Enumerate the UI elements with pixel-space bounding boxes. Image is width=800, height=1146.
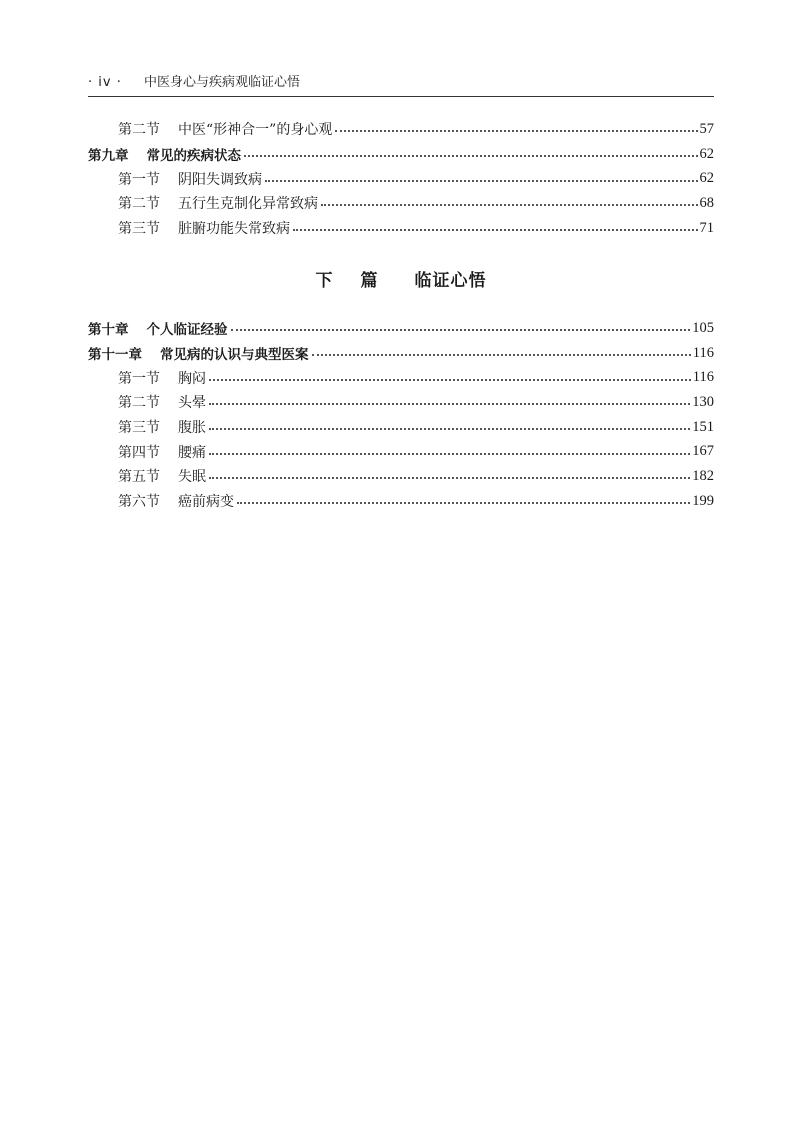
toc-entry-label: 第九章 <box>88 148 129 165</box>
toc-entry-page: 62 <box>699 170 714 187</box>
toc-entry-label: 第二节 <box>118 122 160 139</box>
toc-upper-list <box>88 117 714 240</box>
toc-entry-title: 脏腑功能失常致病 <box>178 221 290 238</box>
toc-entry-label: 第四节 <box>118 444 160 461</box>
dot-leader <box>321 204 698 206</box>
toc-section-entry[interactable] <box>88 117 714 142</box>
dot-leader <box>237 502 690 504</box>
toc-entry-page: 130 <box>692 393 714 410</box>
toc-entry-title: 癌前病变 <box>178 494 234 511</box>
toc-entry-page: 57 <box>699 120 714 137</box>
toc-entry-page: 105 <box>692 319 714 336</box>
toc-section-entry[interactable] <box>88 390 714 415</box>
toc-entry-title: 中医“形神合一”的身心观 <box>178 122 333 139</box>
running-header <box>88 74 714 97</box>
toc-entry-title: 失眠 <box>178 469 206 486</box>
toc-entry-page: 167 <box>692 443 714 460</box>
toc-entry-title: 个人临证经验 <box>146 322 228 339</box>
toc-entry-title: 头晕 <box>178 395 206 412</box>
page-number: · iv · <box>88 75 122 90</box>
toc-entry-title: 胸闷 <box>178 370 206 387</box>
toc-entry-page: 116 <box>692 369 714 386</box>
toc-entry-title: 腹胀 <box>178 420 206 437</box>
dot-leader <box>209 379 691 381</box>
toc-section-entry[interactable] <box>88 439 714 464</box>
toc-entry-label: 第十一章 <box>88 347 142 364</box>
toc-entry-page: 62 <box>699 145 714 162</box>
toc-lower-list <box>88 316 714 514</box>
toc-chapter-entry[interactable] <box>88 316 714 341</box>
dot-leader <box>293 229 698 231</box>
toc-entry-label: 第三节 <box>118 221 160 238</box>
toc-section-entry[interactable] <box>88 464 714 489</box>
dot-leader <box>209 428 690 430</box>
toc-section-entry[interactable] <box>88 166 714 191</box>
dot-leader <box>209 403 690 405</box>
part-label: 下 篇 <box>315 271 379 291</box>
toc-entry-label: 第一节 <box>118 171 160 188</box>
dot-leader <box>244 155 698 157</box>
toc-entry-page: 199 <box>692 492 714 509</box>
toc-entry-label: 第二节 <box>118 395 160 412</box>
toc-entry-label: 第五节 <box>118 469 160 486</box>
toc-entry-page: 182 <box>692 467 714 484</box>
dot-leader <box>209 453 690 455</box>
toc-section-entry[interactable] <box>88 365 714 390</box>
dot-leader <box>231 329 691 331</box>
toc-entry-page: 71 <box>699 219 714 236</box>
toc-entry-title: 常见病的认识与典型医案 <box>160 347 309 364</box>
toc-section-entry[interactable] <box>88 216 714 241</box>
toc-section-entry[interactable] <box>88 191 714 216</box>
dot-leader <box>335 130 697 132</box>
part-name: 临证心悟 <box>414 271 487 291</box>
toc-chapter-entry[interactable] <box>88 341 714 366</box>
toc-entry-label: 第三节 <box>118 420 160 437</box>
dot-leader <box>209 477 690 479</box>
dot-leader <box>312 354 691 356</box>
dot-leader <box>265 180 698 182</box>
toc-entry-label: 第六节 <box>118 494 160 511</box>
toc-entry-label: 第二节 <box>118 196 160 213</box>
part-heading <box>88 266 714 291</box>
toc-entry-page: 116 <box>692 344 714 361</box>
toc-chapter-entry[interactable] <box>88 142 714 167</box>
toc-entry-title: 五行生克制化异常致病 <box>178 196 318 213</box>
toc-entry-title: 常见的疾病状态 <box>146 148 241 165</box>
toc-entry-page: 68 <box>699 194 714 211</box>
toc-entry-title: 腰痛 <box>178 444 206 461</box>
toc-entry-page: 151 <box>692 418 714 435</box>
toc-entry-title: 阴阳失调致病 <box>178 171 262 188</box>
toc-section-entry[interactable] <box>88 489 714 514</box>
toc-section-entry[interactable] <box>88 415 714 440</box>
toc-entry-label: 第一节 <box>118 370 160 387</box>
toc-entry-label: 第十章 <box>88 322 129 339</box>
book-title: 中医身心与疾病观临证心悟 <box>143 75 300 90</box>
